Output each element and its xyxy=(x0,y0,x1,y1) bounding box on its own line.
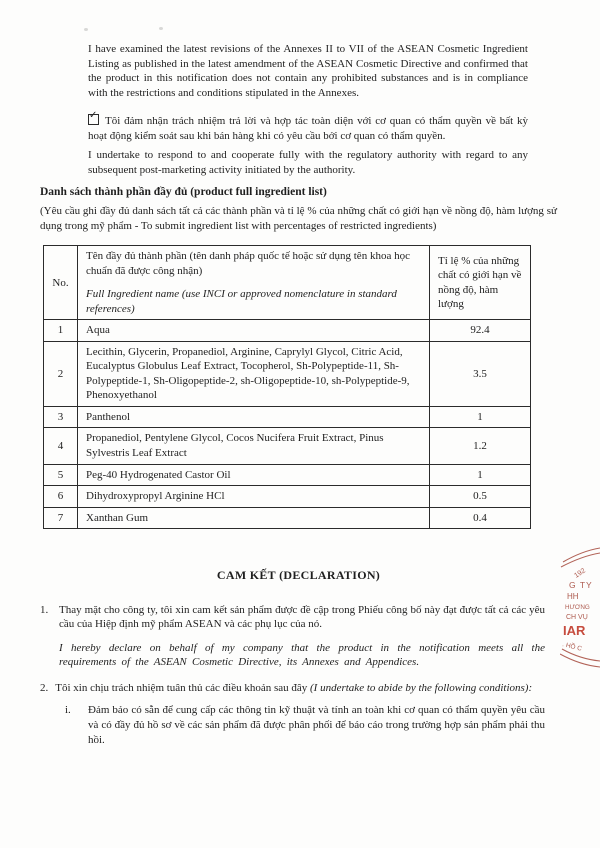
row-no: 7 xyxy=(44,507,78,529)
header-name-vi: Tên đầy đủ thành phần (tên danh pháp quốc tế hoặc sử dụng tên khoa học chuẩn đã được công nhận) xyxy=(86,250,410,277)
row-percent: 1 xyxy=(430,406,531,428)
declaration-heading: CAM KẾT (DECLARATION) xyxy=(216,568,381,583)
table-row xyxy=(44,341,531,406)
stamp-rim-bottom-text: . HỒ C xyxy=(561,641,583,653)
post-marketing-checkbox-text: Tôi đảm nhận trách nhiệm trả lời và hợp tác toàn diện với cơ quan có thẩm quyền về bất kỳ hoạt động kiểm soát sau khi bán hàng khi có yêu cầu bởi cơ quan có thẩm quyền. xyxy=(88,115,528,142)
item-number: i. xyxy=(65,704,71,717)
table-row xyxy=(44,320,531,342)
table-row xyxy=(44,507,531,529)
company-seal-stamp xyxy=(560,545,600,670)
intro-paragraph: I have examined the latest revisions of the Annexes II to VII of the ASEAN Cosmetic Ingredient Listing as published in the latest amendment of the ASEAN Cosmetic Directive and confirmed that the product in this notification does not contain any prohibited substances and is in compliance with the restrictions and conditions stipulated in the Annexes. xyxy=(88,43,528,99)
undertake-paragraph: I undertake to respond to and cooperate fully with the regulatory authority with regard to any subsequent post-marketing activity initiated by the authority. xyxy=(88,149,528,176)
stamp-text-line: G TY xyxy=(569,580,593,590)
header-ingredient-name xyxy=(78,246,430,320)
item-number: 2. xyxy=(40,681,49,694)
row-no: 6 xyxy=(44,486,78,508)
row-ingredient-name: Panthenol xyxy=(78,406,430,428)
row-percent: 0.5 xyxy=(430,486,531,508)
post-marketing-checkbox-paragraph xyxy=(88,110,528,143)
declaration-item-2-text: Tôi xin chịu trách nhiệm tuân thủ các điều khoản sau đây xyxy=(55,681,311,694)
header-name-en: Full Ingredient name (use INCI or approved nomenclature in standard references) xyxy=(86,288,397,315)
table-row xyxy=(44,464,531,486)
header-percent: Tỉ lệ % của những chất có giới hạn về nồng độ, hàm lượng xyxy=(430,246,531,320)
table-row xyxy=(44,428,531,464)
row-ingredient-name: Lecithin, Glycerin, Propanediol, Arginine, Caprylyl Glycol, Citric Acid, Eucalyptus Globulus Leaf Extract, Tocopherol, Sh-Polypeptide-11, Sh-Polypeptide-1, Sh-Oligopeptide-2, sh-Oligopeptide-10, sh-Polypeptide-9, Phenoxyethanol xyxy=(78,341,430,406)
row-percent: 3.5 xyxy=(430,341,531,406)
row-percent: 92.4 xyxy=(430,320,531,342)
ingredient-list-note: (Yêu cầu ghi đầy đủ danh sách tất cả các thành phần và tỉ lệ % của những chất có giới hạn về nồng độ, hàm lượng sử dụng trong mỹ phẩm - To submit ingredient list with percentages of restricted ingredients) xyxy=(40,205,557,232)
declaration-item-1-english: I hereby declare on behalf of my company that the product in the notification meets all the requirements of the ASEAN Cosmetic Directive, its Annexes and Appendices. xyxy=(59,641,545,669)
stamp-text-line: IAR xyxy=(563,623,586,638)
row-percent: 0.4 xyxy=(430,507,531,529)
declaration-item-2-english: (I undertake to abide by the following conditions): xyxy=(310,681,533,694)
row-no: 4 xyxy=(44,428,78,464)
header-no: No. xyxy=(44,246,78,320)
row-ingredient-name: Peg-40 Hydrogenated Castor Oil xyxy=(78,464,430,486)
table-row xyxy=(44,486,531,508)
row-no: 3 xyxy=(44,406,78,428)
declaration-item-1 xyxy=(40,603,545,632)
scan-speck xyxy=(84,28,88,31)
ingredient-list-heading: Danh sách thành phần đầy đủ (product full ingredient list) xyxy=(40,186,327,199)
row-ingredient-name: Xanthan Gum xyxy=(78,507,430,529)
declaration-subitem-i-text: Đảm bảo có sẵn để cung cấp các thông tin kỹ thuật và tính an toàn khi cơ quan có thẩm quyền yêu cầu và có đầy đủ hồ sơ về các sản phẩm đã được phân phối để báo cáo trong trường hợp sản phẩm phải thu hồi. xyxy=(88,704,545,746)
row-ingredient-name: Aqua xyxy=(78,320,430,342)
table-row xyxy=(44,406,531,428)
stamp-text-line: CH VỤ xyxy=(566,614,588,621)
ingredient-table xyxy=(43,245,531,529)
item-number: 1. xyxy=(40,603,49,616)
stamp-text-line: HƯƠNG xyxy=(565,604,590,611)
row-percent: 1 xyxy=(430,464,531,486)
row-ingredient-name: Propanediol, Pentylene Glycol, Cocos Nucifera Fruit Extract, Pinus Sylvestris Leaf Extract xyxy=(78,428,430,464)
row-no: 5 xyxy=(44,464,78,486)
checked-checkbox-icon xyxy=(88,110,99,125)
table-header-row xyxy=(44,246,531,320)
declaration-item-2 xyxy=(40,681,545,696)
row-no: 2 xyxy=(44,341,78,406)
row-ingredient-name: Dihydroxypropyl Arginine HCl xyxy=(78,486,430,508)
stamp-rim-top-text: 192 xyxy=(573,567,587,580)
scan-speck xyxy=(159,27,163,30)
row-no: 1 xyxy=(44,320,78,342)
declaration-subitem-i xyxy=(65,703,545,747)
stamp-text-line: HH xyxy=(567,592,579,601)
row-percent: 1.2 xyxy=(430,428,531,464)
declaration-item-1-text: Thay mặt cho công ty, tôi xin cam kết sản phẩm được đề cập trong Phiếu công bố này đạt được tất cả các yêu cầu của Hiệp định mỹ phẩm ASEAN và các phụ lục của nó. xyxy=(59,603,545,631)
checkmark-icon: ✓ xyxy=(89,110,98,122)
